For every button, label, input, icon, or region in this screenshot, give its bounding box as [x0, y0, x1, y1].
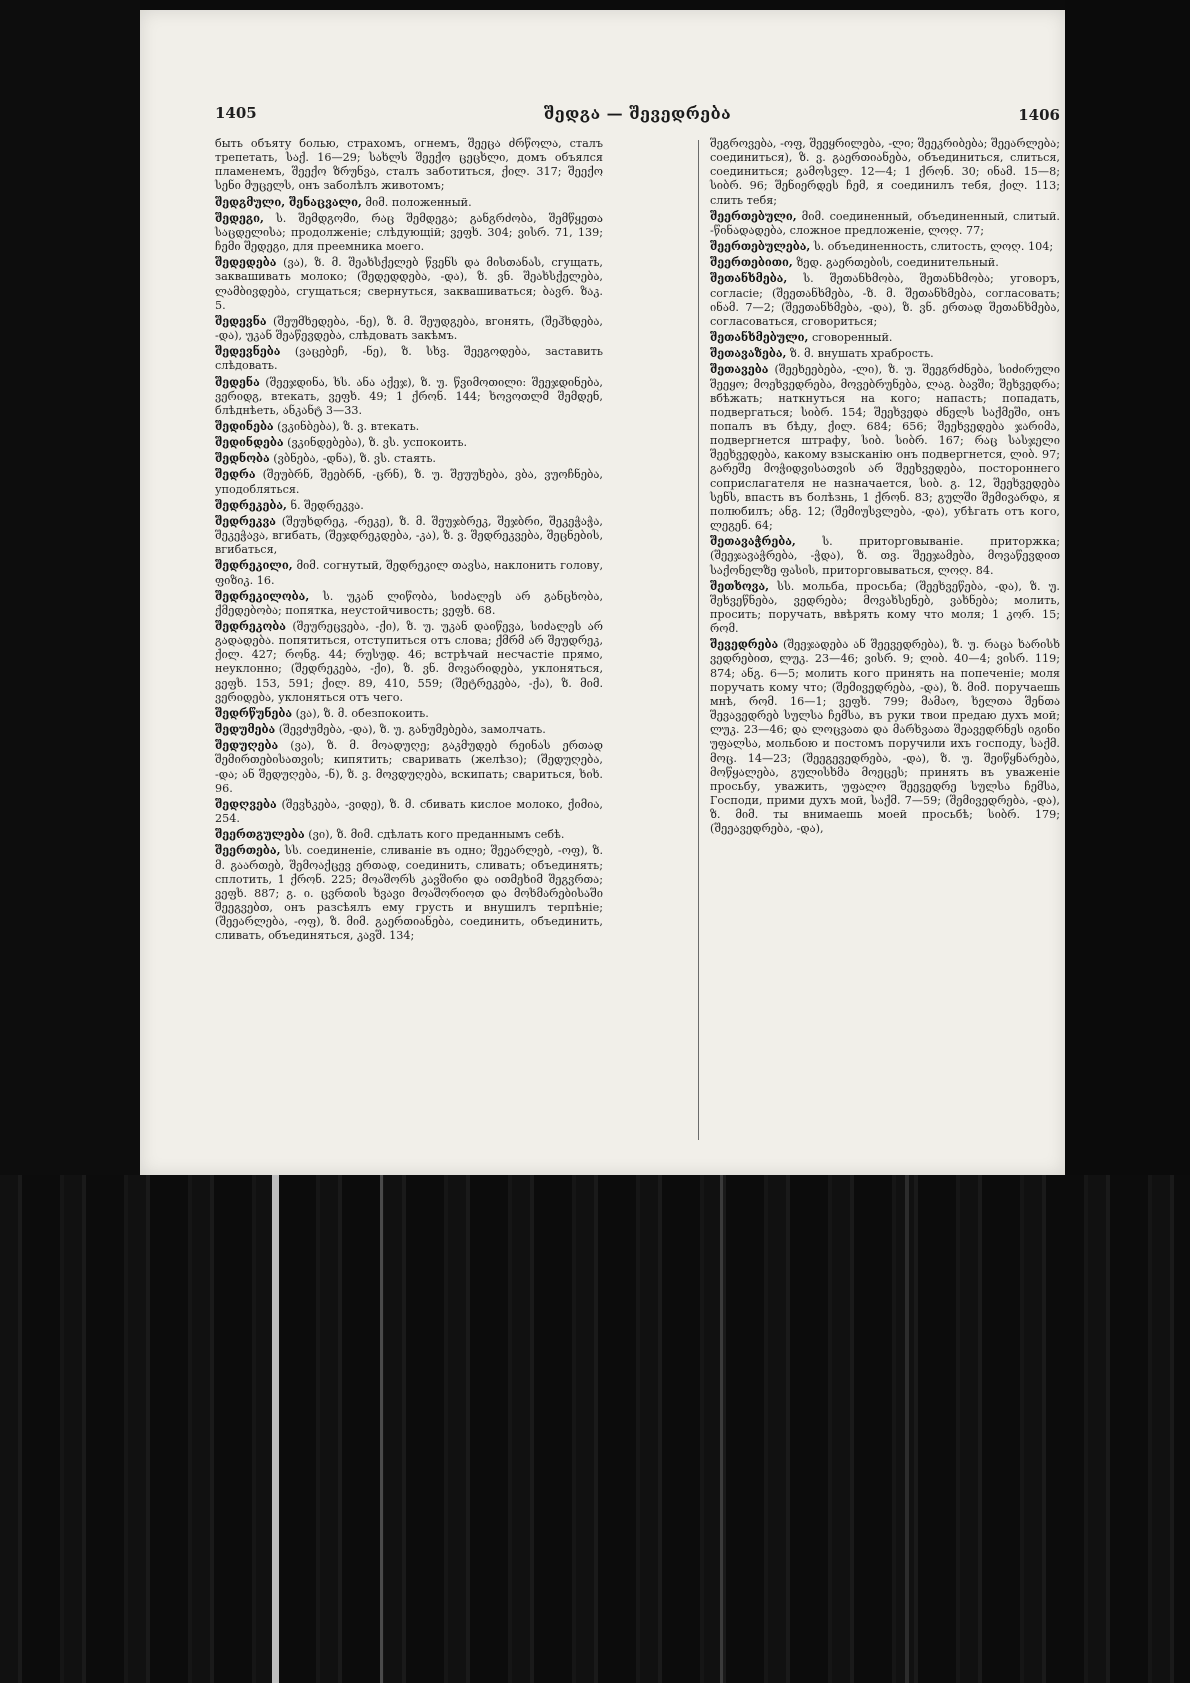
entry-headword: შედნობა	[215, 451, 270, 466]
dictionary-entry	[215, 195, 603, 210]
entry-headword: შეთანხმება,	[710, 271, 788, 286]
entry-definition: (ვკინბება), ზ. ვ. втекать.	[277, 419, 420, 433]
column-divider	[698, 140, 699, 1140]
entry-definition: მიმ. соединенный, объединенный, слитый. -წინადადება, сложное предложеніе, ლოღ. 77;	[710, 209, 1060, 237]
dictionary-entry	[215, 722, 603, 737]
dictionary-entry	[215, 211, 603, 254]
entry-definition: (შევძუმება, -და), ზ. უ. განუმებება, замолчать.	[278, 723, 546, 737]
scan-artifact-stripe	[905, 1175, 909, 1683]
entry-headword: შედევნა	[215, 313, 267, 328]
dictionary-entry	[215, 738, 603, 796]
dictionary-entry	[710, 534, 1060, 577]
entry-definition: (შეუბრნ, შეებრნ, -ცრნ), ზ. უ. შეუუხება, ვბა, ვუოჩნება, уподобляться.	[215, 468, 603, 496]
entry-definition: (შეურეცვება, -ქი), ზ. უ. უკან დაიწევა, სიძალეს არ გადადება. попятиться, отступиться отъ слова; ქმრმ არ შეუდრეკ, ქილ. 427; რონგ. 44; რუსუდ. 46; встрѣчай несчастіе прямо, неуклонно; (შედრეკება, -ქი), ზ. ვნ. მოვარიდება, уклоняться, ვეფხ. 153, 591; ქილ. 89, 410, 559; (შეტრეკება, -ქა), ზ. მიმ. ვერიდება, уклоняться отъ чего.	[215, 620, 603, 704]
entry-definition: (შეეჯდინა, ხს. ანა აქეჯ), ზ. უ. წვიმოთილი: შეეჯდინება, ვერიდგ, втекать, ვეფხ. 49; 1 ქრონ. 144; ხოვოთლმ შემდენ, блѣднѣеть, ანკანტ 3—33.	[215, 375, 603, 417]
entry-definition: სს. мольба, просьба; (შეეხვეწება, -და), ზ. უ. შეხვეწნება, ვედრება; მოვახსენებ, ვახნება; молить, просить; поручать, ввѣрять кому что моля; 1 კორ. 15; რომ.	[710, 579, 1060, 636]
entry-headword: შედუღება	[215, 738, 279, 753]
entry-definition: (ვაცებეჩ, -ნე), ზ. სხვ. შეეგოდება, заставить слѣдовать.	[215, 345, 603, 373]
scan-artifact-stripe	[720, 1175, 723, 1683]
page-number-left: 1405	[215, 104, 257, 122]
entry-definition: ს. შემდგომი, რაც შემდეგა; განგრძობა, შემწყეთა საცდელისა; продолженіе; слѣдующій; ვეფხ. 304; ვისრ. 71, 139; ჩემი შედეგი, для преемника моего.	[215, 211, 603, 254]
entry-headword: შეთავაჭრება,	[710, 534, 796, 549]
dictionary-page	[140, 10, 1065, 1175]
entry-headword: შეთავაზება,	[710, 346, 787, 361]
dictionary-entry	[215, 498, 603, 513]
dictionary-entry	[710, 346, 1060, 361]
entry-headword: შედევნება	[215, 344, 281, 359]
entry-definition: (ვა), ზ. მ. შეახსქელებ წვენს და მისთანას, сгущать, заквашивать молоко; (შედედდება, -და), ზ. ვნ. შეახსქელება, ლამბივდება, сгущаться; свернуться, заквашиваться; ბავრ. ზაკ. 5.	[215, 256, 603, 312]
page-number-right: 1406	[1018, 106, 1060, 124]
entry-headword: შედრეკება,	[215, 497, 287, 512]
entry-headword: შედრეკილი,	[215, 558, 293, 573]
entry-definition: მიმ. согнутый, შედრეკილ თავსა, наклонить голову, ფიზიკ. 16.	[215, 559, 603, 587]
entry-definition: (ვა), ზ. მ. მოადუღე; გაკმუდებ რეინას ერთად შემირთებისათვის; кипятить; сваривать (желѣзо); (შედუღება, -და; ან შედუღება, -ნ), ზ. ვ. მოვდუღება, вскипать; свариться, ხიხ. 96.	[215, 739, 603, 795]
dictionary-entry	[215, 514, 603, 557]
entry-definition: (შევხკება, -ვიდე), ზ. მ. сбивать кислое молоко, ქიმია, 254.	[215, 797, 603, 826]
dictionary-entry	[215, 137, 603, 194]
dictionary-entry	[215, 451, 603, 466]
dictionary-entry	[215, 467, 603, 496]
entry-headword: შეთხოვა,	[710, 578, 770, 593]
entry-definition: (ვკინდებება), ზ. ვს. успокоить.	[287, 436, 468, 450]
dictionary-entry	[215, 589, 603, 618]
entry-headword: შედრწუნება	[215, 705, 292, 720]
entry-definition: (ვა), ზ. მ. обезпокоить.	[295, 706, 429, 720]
entry-definition: сговоренный.	[811, 331, 893, 345]
dictionary-entry	[710, 137, 1060, 208]
left-column	[215, 137, 603, 944]
scan-artifact-stripe	[380, 1175, 383, 1683]
bottom-dark-margin	[0, 1175, 1190, 1683]
dictionary-entry	[215, 419, 603, 434]
entry-headword: შედრეკილობა,	[215, 588, 310, 603]
scan-artifact-stripe	[272, 1175, 279, 1683]
entry-definition: (ვბნება, -დნა), ზ. ვს. стаять.	[273, 452, 436, 466]
entry-headword: შედღვება	[215, 796, 277, 811]
entry-definition: ს. შეთანხმობა, შეთანხმობა; уговоръ, согласіе; (შეეთანხმება, -ზ. მ. შეთანხმება, согласовать; ინამ. 7—2; (შეეთანხმება, -და), ზ. ვნ. ერთად შეთანხმება, согласоваться, сговориться;	[710, 272, 1060, 328]
dictionary-entry	[215, 797, 603, 826]
dictionary-entry	[710, 255, 1060, 270]
dictionary-entry	[215, 558, 603, 587]
entry-definition: შეგროვება, -ოფ, შეეყრილება, -ლი; შეეკრიბება; შეეარლება; соединиться), ზ. ვ. გაერთიანება, объединиться, слиться, соединиться; გამოსვლ. 12—4; 1 ქრონ. 30; ინამ. 15—8; სიბრ. 96; შენიერდეს ჩემ, я соединилъ тебя, ქილ. 113; слить тебя;	[710, 137, 1060, 207]
entry-headword: შედრეკვა	[215, 513, 276, 528]
entry-definition: ს. объединенность, слитость, ლოღ. 104;	[813, 240, 1054, 254]
entry-headword: შეერთება,	[215, 843, 281, 858]
entry-headword: შედედება	[215, 255, 277, 270]
dictionary-entry	[215, 375, 603, 418]
dictionary-entry	[215, 435, 603, 450]
entry-definition: ს. უკან ლიწობა, სიძალეს არ განცხობა, ქმედებობა; попятка, неустойчивость; ვეფხ. 68.	[215, 589, 603, 617]
entry-definition: (შეუმხედება, -ნე), ზ. მ. შეუდგება, вгонять, (შეჰხდება, -და), უკან შეაწევდება, слѣдовать закѣмъ.	[215, 314, 603, 343]
entry-definition: (შეეხეებება, -ლი), ზ. უ. შეეგრძნება, სიძირული შეეყო; მოეხვედრება, მოვებრუნება, ლაგ. ბავში; შეხვედრა; вбѣжать; наткнуться на кого; напасть; попадать, подвергаться; სიბრ. 154; შეეხვედა ძნელს საქმეში, онъ попалъ въ бѣду, ქილ. 684; 656; შეეხვედება ჯარიმა, подвергнется штрафу, სიბ. სიბრ. 167; რაც სასჯელი შეეხვედება, какому взысканію онъ подвергнется, ლიბ. 97; გარეშე მოჭიდვისათვის არ შეეხვედება, постороннего соприслагателя не назначается, სიბ. გ. 12, შეეხვედება სენს, впасть въ болѣзнь, 1 ქრონ. 83; გულში შემივარდა, я полюбилъ; ანგ. 12; (შემიუსვლება, -და), убѣгать отъ кого, ლეგენ. 64;	[710, 363, 1061, 533]
entry-headword: შედგმული, შენაცვალი,	[215, 194, 362, 209]
entry-definition: ს. приторговываніе. приторжка; (შეეჯავაჭრება, -ჭდა), ზ. თვ. შეეჯამება, მოვაწევდით საქონელზე ფასის, приторговываться, ლოღ. 84.	[710, 535, 1060, 577]
entry-definition: სს. соединеніе, сливаніе въ одно; შეეარლებ, -ოფ), ზ. მ. გაართებ, შემოაქცევ ერთად, соединить, сливать; объединять; сплотить, 1 ქრონ. 225; მოაშორს კავშირი და ითმეხიმ შეგვრთა; ვეფხ. 887; გ. ი. ცვრთის ხვავი მოაშორიოთ და მოხმარებისაში შეეგვებთ, онъ разсѣялъ ему грусть и внушилъ терпѣніе; (შეეარლება, -ოფ), ზ. მიმ. გაერთიანება, соединить, объединить, сливать, объединяться, კავშ. 134;	[215, 844, 604, 943]
entry-definition: (ვი), ზ. მიმ. сдѣлать кого преданнымъ себѣ.	[308, 828, 565, 842]
dictionary-entry	[215, 255, 603, 313]
entry-definition: ნ. შედრეკვა.	[290, 498, 364, 512]
entry-headword: შედინდება	[215, 435, 284, 450]
dictionary-entry	[215, 344, 603, 373]
entry-headword: შეთანხმებული,	[710, 330, 809, 345]
entry-headword: შეერთებული,	[710, 208, 797, 223]
entry-definition: ზ. მ. внушать храбрость.	[789, 347, 934, 361]
entry-headword: შეერთგულება	[215, 827, 305, 842]
dictionary-entry	[710, 330, 1060, 345]
entry-headword: შეერთებულება,	[710, 239, 811, 254]
entry-headword: შედრეკობა	[215, 619, 286, 633]
dictionary-entry	[215, 827, 603, 842]
running-head: შედგა — შევედრება	[543, 104, 732, 123]
entry-headword: შედრა	[215, 467, 256, 482]
dictionary-entry	[215, 314, 603, 343]
entry-headword: შედეგი,	[215, 210, 264, 225]
dictionary-entry	[215, 619, 603, 705]
entry-headword: შეერთებითი,	[710, 255, 793, 270]
right-column	[710, 137, 1060, 838]
dictionary-entry	[710, 362, 1060, 533]
entry-definition: (შეუხდრეკ, -რეკე), ზ. მ. შეუჯბრეკ, შეჯბრი, შეკეჭაჭა, შეკეჭავა, вгибать, (შეჯდრეკდება, -კა), ზ. ვ. შედრეკვება, შეცნების, вгибаться,	[215, 514, 603, 557]
entry-definition: მიმ. положенный.	[365, 195, 472, 209]
entry-headword: შედენა	[215, 374, 260, 389]
dictionary-entry	[710, 637, 1060, 836]
dictionary-entry	[710, 579, 1060, 637]
entry-headword: შედინება	[215, 418, 274, 433]
entry-headword: შევედრება	[710, 637, 779, 652]
dictionary-entry	[215, 706, 603, 721]
entry-definition: ზედ. გაერთების, соединительный.	[796, 256, 999, 270]
dictionary-entry	[710, 271, 1060, 329]
entry-headword: შედუმება	[215, 722, 276, 737]
entry-definition: быть объяту болью, страхомъ, огнемъ, შეეცა ძრწოლა, сталъ трепетать, საქ. 16—29; სახლს შეექო ცეცხლი, домъ объялся пламенемъ, შეექო ზრუნვა, сталъ заботиться, ქილ. 317; შეექო სენი მუცელს, онъ заболѣлъ животомъ;	[215, 137, 603, 193]
dictionary-entry	[215, 843, 603, 943]
dictionary-entry	[710, 239, 1060, 254]
page-header	[215, 104, 1060, 128]
entry-headword: შეთავება	[710, 362, 769, 377]
entry-definition: (შეეჯადება ან შეევედრება), ზ. უ. რაცა ხარისხ ვედრებით, ლუკ. 23—46; ვისრ. 9; ლიბ. 40—4; ვისრ. 119; 874; ანგ. 6—5; молить кого принять на попеченіе; моля поручать кому что; (შემივედრება, -და), ზ. მიმ. поручаешь мнѣ, რომ. 16—1; ვეფხ. 799; მამაო, ხელთა შენთა შევავედრებ სულსა ჩემსა, въ руки твои предаю духъ мой; ლუკ. 23—46; და ლოცვათა და მარხვათა შეავედრნეს იგინი უფალსა, мольбою и постомъ поручили ихъ господу, საქმ. მოც. 14—23; (შეეგევედრება, -და), ზ. უ. შეიწყნარება, მოწყალება, გულისხმა მოეცეს; принять въ уваженіе просьбу, уважить, უფალო შეევედრე სულსა ჩემსა, Господи, прими духъ мой, საქმ. 7—59; (შემივედრება, -და), ზ. მიმ. ты внимаешь моей просьбѣ; სიბრ. 179; (შეეავედრება, -და),	[710, 638, 1060, 836]
dictionary-entry	[710, 209, 1060, 238]
